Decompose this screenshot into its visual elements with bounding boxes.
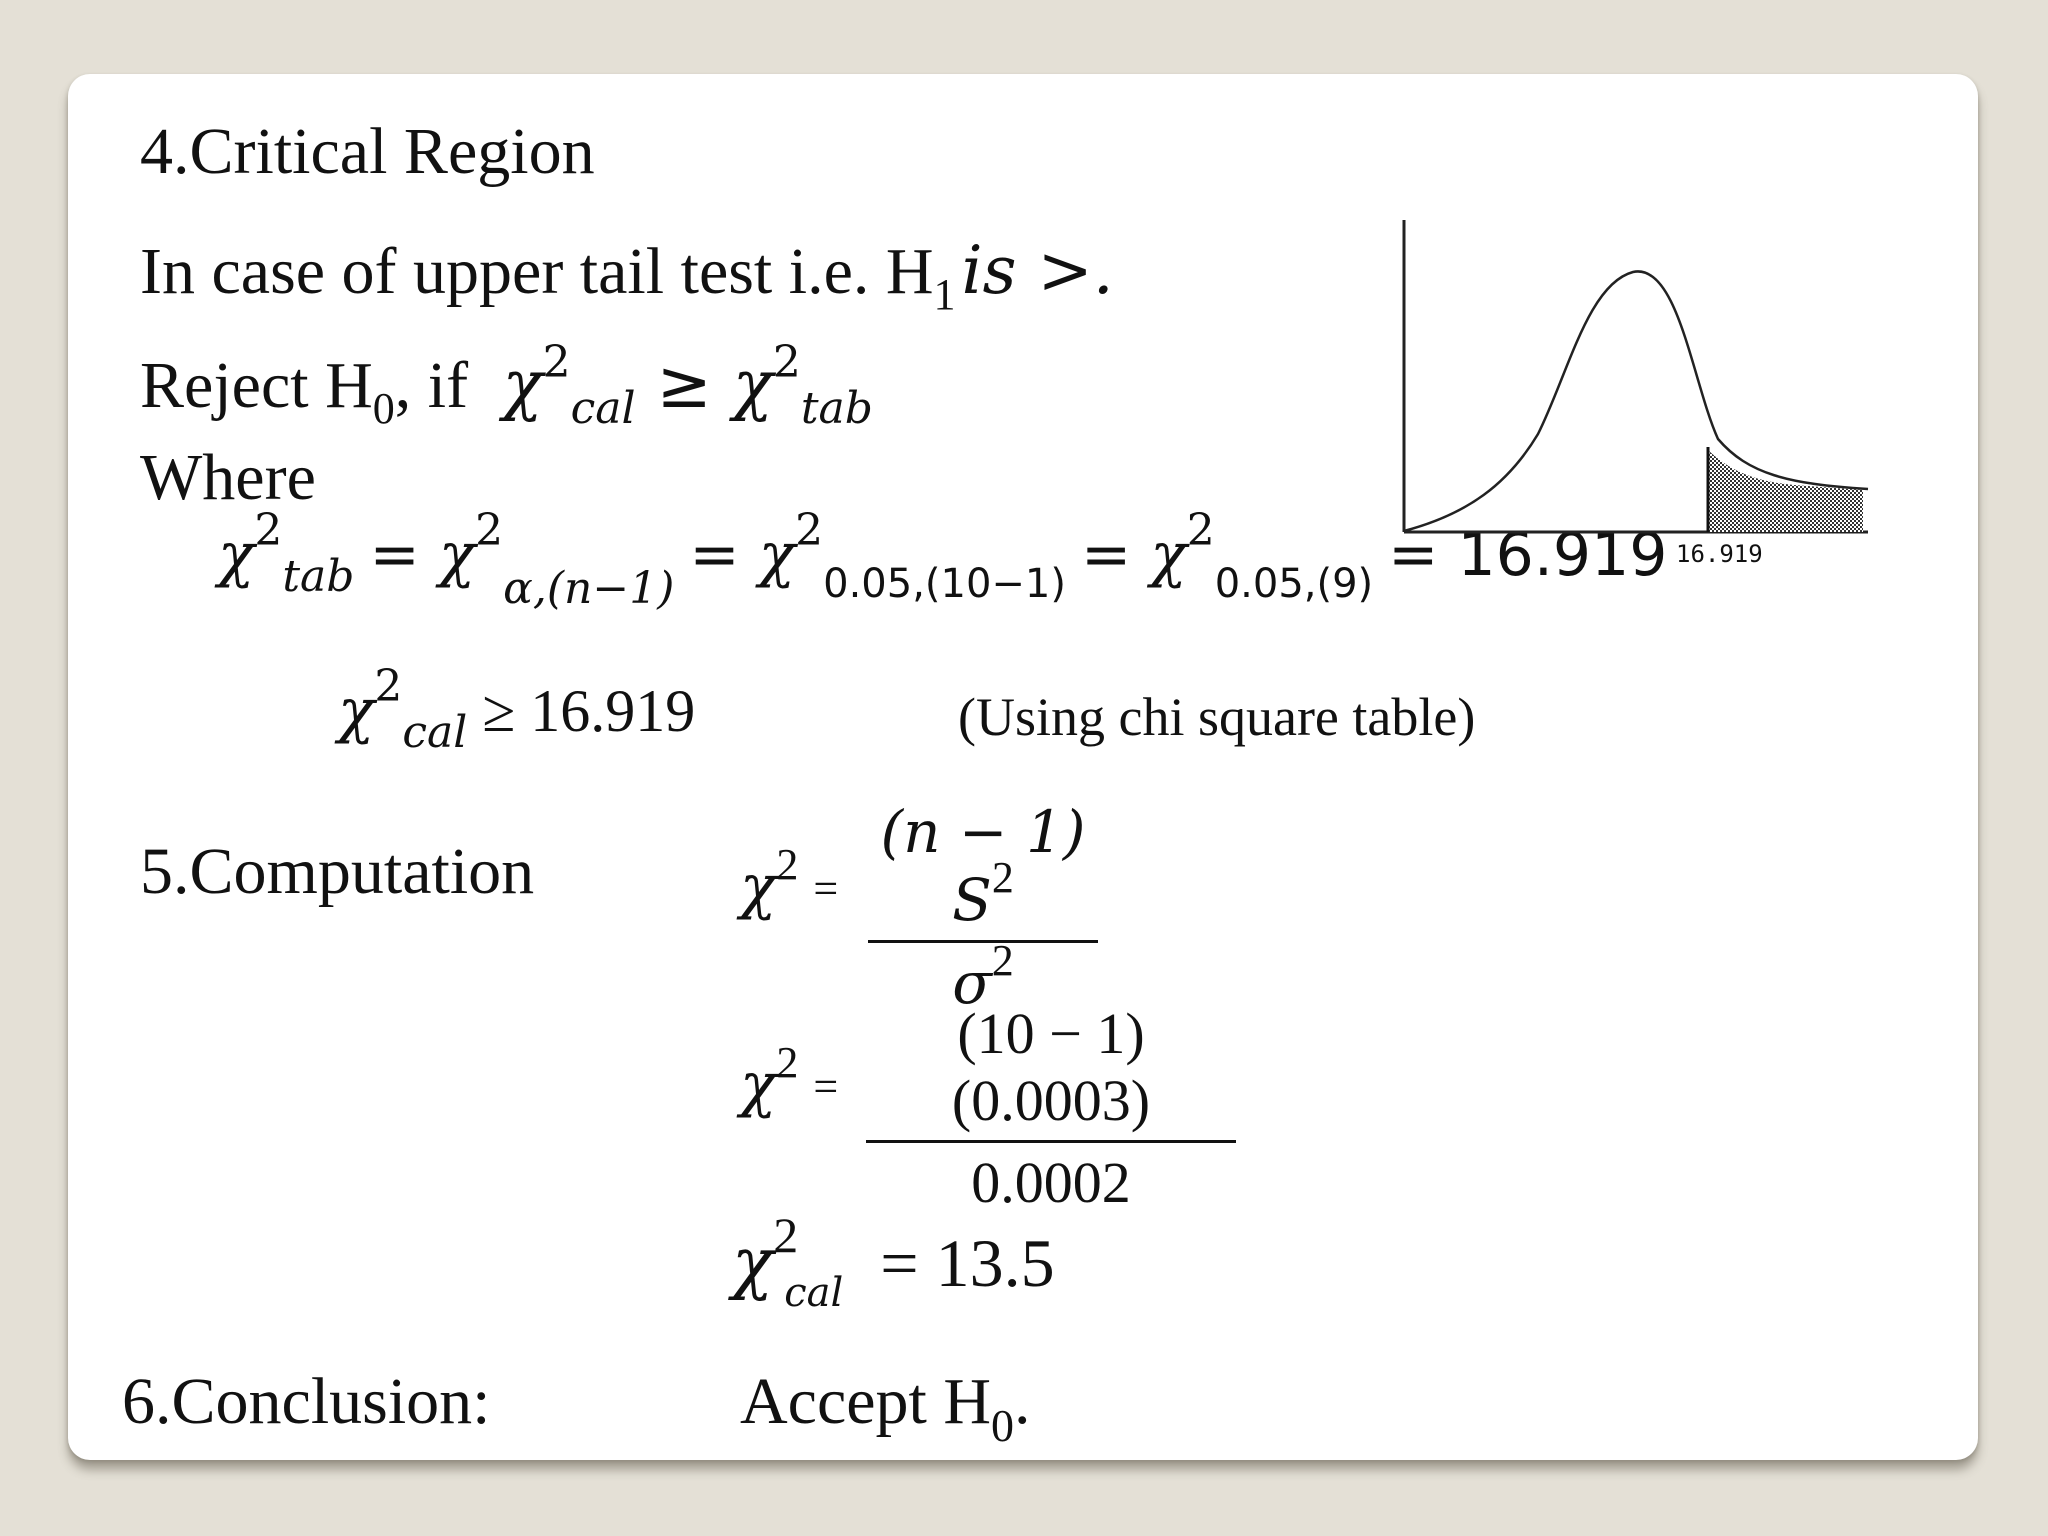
formula-lhs: $\chi^2$ =: [740, 840, 839, 922]
chi-symbol: χ: [740, 852, 777, 922]
formula-denominator: $\sigma^2$: [952, 936, 1014, 1017]
df-subscript-1: 0.05,(10−1): [823, 561, 1066, 607]
tab-subscript: tab: [282, 551, 355, 602]
superscript: 2: [776, 1038, 799, 1087]
superscript: 2: [795, 505, 824, 556]
reject-line: [140, 337, 873, 434]
superscript: 2: [374, 661, 403, 712]
chi-cal-condition: [338, 661, 696, 758]
tab-subscript: tab: [800, 383, 873, 434]
chi-symbol: χ: [438, 520, 476, 590]
df-subscript-2: 0.05,(9): [1214, 561, 1374, 607]
alpha-subscript: α,(n−1): [503, 563, 675, 614]
chi-tab-result: = 16.919: [1388, 520, 1668, 590]
calc-numerator: (10 − 1)(0.0003): [951, 1001, 1151, 1133]
slide: [68, 74, 1978, 1460]
where-label: Where: [140, 441, 316, 514]
calc-lhs: $\chi^2$ =: [740, 1038, 839, 1120]
formula-numerator: (n − 1) $S^2$: [880, 798, 1086, 934]
upper-tail-suffix: is >.: [961, 232, 1114, 309]
table-note: (Using chi square table): [958, 687, 1476, 747]
chi-symbol: χ: [732, 346, 773, 423]
cal-subscript: cal: [570, 383, 636, 434]
superscript: 2: [772, 337, 801, 388]
reject-if-text: , if: [394, 349, 469, 422]
fraction-bar: [866, 1140, 1236, 1143]
fraction-bar: [868, 940, 1098, 943]
geq-symbol: ≥: [656, 346, 712, 423]
superscript: 2: [542, 337, 571, 388]
chi-symbol: χ: [338, 676, 375, 746]
chi-symbol: χ: [732, 1224, 774, 1303]
chi-symbol: χ: [740, 1050, 777, 1120]
chi-symbol: χ: [1150, 520, 1187, 590]
superscript: 2: [773, 1207, 799, 1263]
calc-fraction: [866, 1000, 1236, 1216]
conclusion-text: Accept $H_0$.: [740, 1365, 1031, 1451]
chi-tab-equation: $\chi^2_{tab} = \chi^2_{\alpha,(n-1)} = \chi^2_{0.05,(10-1)} = \chi^2_{0.05,(9)} = 16.919$: [218, 505, 1668, 614]
section5-heading: 5.Computation: [140, 835, 535, 908]
section4-heading: 4.Critical Region: [140, 115, 595, 188]
formula-fraction: [868, 798, 1098, 1017]
superscript: 2: [254, 505, 283, 556]
critical-value-label: 16.919: [1676, 540, 1763, 568]
critical-value: ≥ 16.919: [482, 678, 696, 744]
section6-heading: 6.Conclusion:: [122, 1365, 491, 1438]
chi-symbol: χ: [218, 520, 255, 590]
cal-subscript: cal: [402, 707, 468, 758]
chi-square-distribution-graph: [1388, 134, 1878, 574]
chi-symbol: χ: [502, 346, 543, 423]
cal-subscript: cal: [784, 1270, 844, 1316]
h0-subscript: 0: [372, 384, 395, 433]
superscript: 2: [1186, 505, 1215, 556]
chi-cal-result: [732, 1207, 1055, 1316]
chi-symbol: χ: [758, 520, 796, 590]
upper-tail-text: In case of upper tail test i.e. H: [140, 235, 934, 308]
superscript: 2: [776, 840, 799, 889]
computed-value: = 13.5: [880, 1225, 1055, 1301]
upper-tail-line: [140, 232, 1114, 319]
calc-denominator: 0.0002: [971, 1150, 1131, 1215]
superscript: 2: [475, 505, 504, 556]
h1-subscript: 1: [933, 270, 956, 319]
reject-text: Reject H: [140, 349, 373, 422]
rejection-region: [1708, 450, 1863, 532]
reject-condition: [502, 337, 873, 434]
